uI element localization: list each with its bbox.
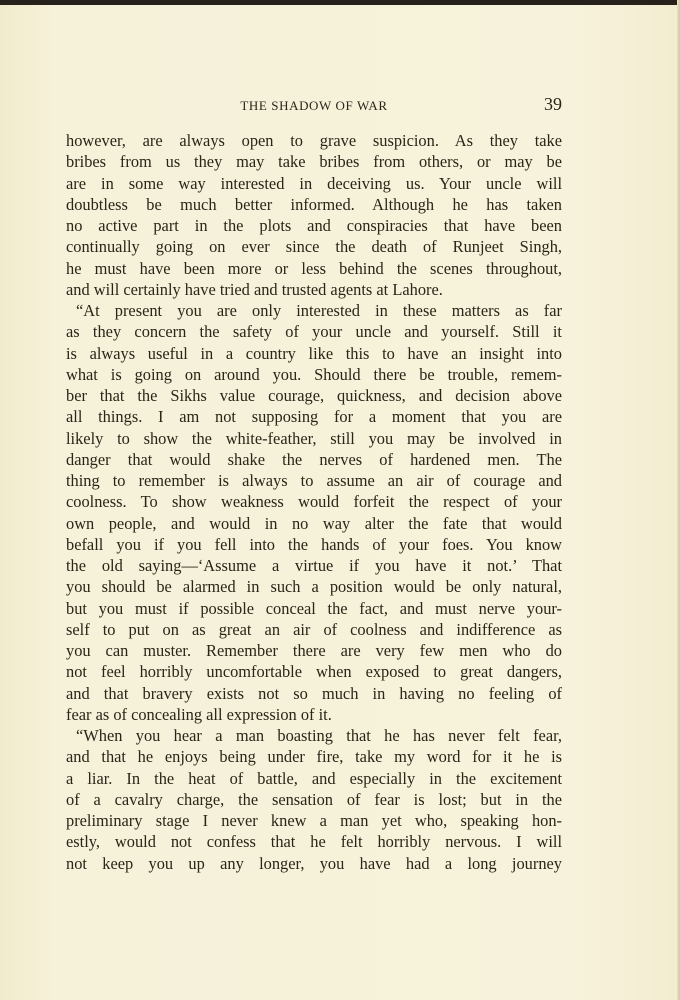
text-line: of a cavalry charge, the sensation of fear is lost; but in the (66, 789, 562, 809)
text-line: preliminary stage I never knew a man yet who, speaking hon- (66, 811, 562, 830)
text-line: continually going on ever since the death of Runjeet Singh, (66, 237, 562, 257)
text-line: a liar. In the heat of battle, and especially in the excitement (66, 768, 562, 788)
text-line: what is going on around you. Should there be trouble, remem- (66, 364, 562, 384)
text-line: doubtless be much better informed. Although he has taken (66, 194, 562, 214)
text-line: coolness. To show weakness would forfeit the respect of your (66, 492, 562, 512)
text-line: are in some way interested in deceiving us. Your uncle will (66, 173, 562, 193)
body-text (66, 130, 562, 874)
text-line: danger that would shake the nerves of hardened men. The (66, 449, 562, 469)
page-header (66, 94, 562, 118)
text-line: likely to show the white-feather, still you may be involved in (66, 428, 562, 448)
text-line: and that bravery exists not so much in having no feeling of (66, 683, 562, 703)
text-line: is always useful in a country like this to have an insight into (66, 343, 562, 363)
top-border (0, 0, 680, 5)
text-line: fear as of concealing all expression of it. (66, 704, 332, 724)
text-line: all things. I am not supposing for a moment that you are (66, 407, 562, 427)
text-line: you should be alarmed in such a position would be only natural, (66, 577, 562, 597)
text-line: not keep you up any longer, you have had a long journey (66, 853, 562, 873)
text-line: “When you hear a man boasting that he has never felt fear, (76, 726, 562, 745)
text-line: but you must if possible conceal the fact, and must nerve your- (66, 598, 562, 618)
text-line: ber that the Sikhs value courage, quickness, and decision above (66, 386, 562, 405)
text-line: as they concern the safety of your uncle and yourself. Still it (66, 322, 562, 342)
text-line: befall you if you fell into the hands of your foes. You know (66, 534, 562, 554)
text-line: however, are always open to grave suspicion. As they take (66, 131, 562, 150)
text-line: not feel horribly uncomfortable when exposed to great dangers, (66, 662, 562, 682)
text-line: and will certainly have tried and trusted agents at Lahore. (66, 279, 443, 299)
text-line: bribes from us they may take bribes from others, or may be (66, 152, 562, 172)
text-line: he must have been more or less behind the scenes throughout, (66, 258, 562, 278)
running-head: THE SHADOW OF WAR (240, 98, 388, 113)
text-line: and that he enjoys being under fire, take my word for it he is (66, 747, 562, 767)
text-line: estly, would not confess that he felt horribly nervous. I will (66, 832, 562, 852)
text-line: thing to remember is always to assume an air of courage and (66, 471, 562, 490)
text-line: “At present you are only interested in these matters as far (76, 301, 562, 320)
text-line: own people, and would in no way alter the fate that would (66, 513, 562, 533)
page-number: 39 (544, 94, 562, 114)
text-line: no active part in the plots and conspiracies that have been (66, 216, 562, 235)
text-line: self to put on as great an air of coolness and indifference as (66, 619, 562, 639)
text-line: you can muster. Remember there are very few men who do (66, 641, 562, 660)
text-line: the old saying—‘Assume a virtue if you have it not.’ That (66, 556, 562, 575)
